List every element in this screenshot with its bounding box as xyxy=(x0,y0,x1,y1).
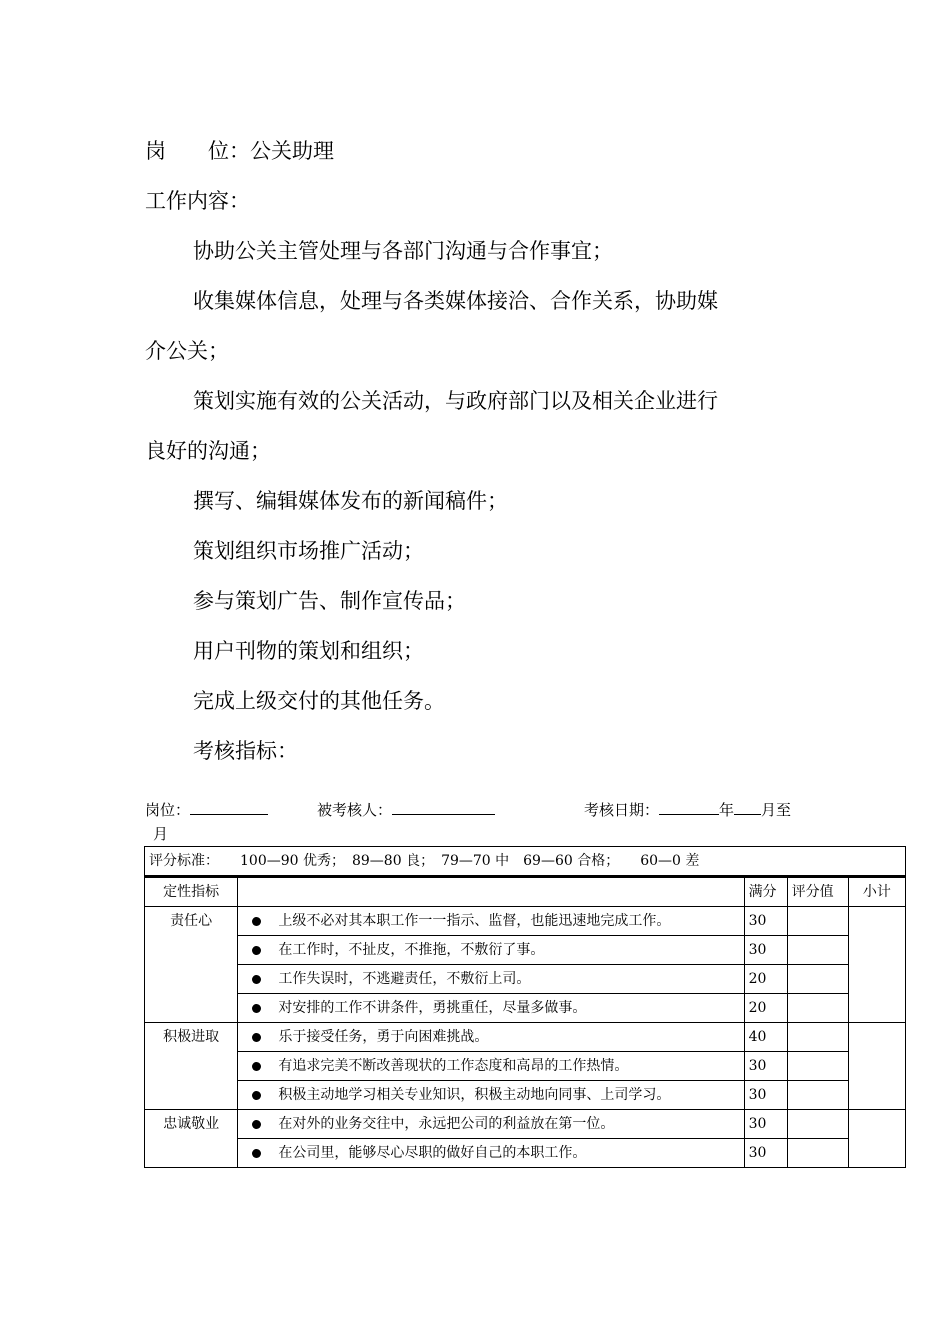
standard-row xyxy=(145,847,906,877)
full-score: 30 xyxy=(744,907,787,936)
score-input-cell[interactable] xyxy=(787,1081,848,1110)
category-cell: 忠诚敬业 xyxy=(145,1110,238,1168)
post-label-a: 岗 xyxy=(145,139,166,163)
criterion-text: 乐于接受任务，勇于向困难挑战。 xyxy=(274,1023,744,1052)
form-post-label: 岗位： xyxy=(145,801,191,819)
bullet-icon xyxy=(252,1120,261,1129)
duty-line: 撰写、编辑媒体发布的新闻稿件； xyxy=(193,489,508,513)
bullet-icon xyxy=(252,1004,261,1013)
examinee-blank xyxy=(392,800,495,815)
month-to-label: 月至 xyxy=(761,801,792,819)
bullet-icon xyxy=(252,975,261,984)
duty-line-continued: 介公关； xyxy=(145,339,229,363)
bullet-cell xyxy=(238,1139,275,1168)
date-month-blank xyxy=(734,800,761,815)
header-score: 评分值 xyxy=(787,877,848,907)
score-input-cell[interactable] xyxy=(787,1023,848,1052)
score-input-cell[interactable] xyxy=(787,907,848,936)
full-score: 30 xyxy=(744,1139,787,1168)
bullet-cell xyxy=(238,1052,275,1081)
criterion-text: 对安排的工作不讲条件，勇挑重任，尽量多做事。 xyxy=(274,994,744,1023)
form-post-field xyxy=(145,800,268,820)
table-row xyxy=(145,1052,906,1081)
subtotal-cell[interactable] xyxy=(848,1023,905,1110)
criterion-text: 工作失误时，不逃避责任，不敷衍上司。 xyxy=(274,965,744,994)
bullet-icon xyxy=(252,1091,261,1100)
criterion-text: 在工作时，不扯皮，不推拖，不敷衍了事。 xyxy=(274,936,744,965)
bullet-icon xyxy=(252,1149,261,1158)
form-date-label: 考核日期： xyxy=(584,801,660,819)
duty-line: 协助公关主管处理与各部门沟通与合作事宜； xyxy=(193,239,613,263)
criterion-text: 积极主动地学习相关专业知识，积极主动地向同事、上司学习。 xyxy=(274,1081,744,1110)
header-blank xyxy=(274,877,744,907)
full-score: 30 xyxy=(744,1052,787,1081)
form-examinee-label: 被考核人： xyxy=(317,801,393,819)
criterion-text: 有追求完美不断改善现状的工作态度和高昂的工作热情。 xyxy=(274,1052,744,1081)
table-row xyxy=(145,965,906,994)
post-blank xyxy=(190,800,268,815)
post-label-b: 位：公关助理 xyxy=(208,139,334,163)
bullet-cell xyxy=(238,1081,275,1110)
table-row xyxy=(145,994,906,1023)
month-label: 月 xyxy=(153,825,169,843)
score-table xyxy=(144,846,906,1168)
duty-line: 完成上级交付的其他任务。 xyxy=(193,689,445,713)
header-subtotal: 小计 xyxy=(848,877,905,907)
criterion-text: 在对外的业务交往中，永远把公司的利益放在第一位。 xyxy=(274,1110,744,1139)
table-row xyxy=(145,907,906,936)
score-input-cell[interactable] xyxy=(787,936,848,965)
bullet-cell xyxy=(238,965,275,994)
year-label: 年 xyxy=(719,801,735,819)
header-category: 定性指标 xyxy=(145,877,238,907)
score-input-cell[interactable] xyxy=(787,1052,848,1081)
subtotal-cell[interactable] xyxy=(848,1110,905,1168)
bullet-icon xyxy=(252,946,261,955)
full-score: 30 xyxy=(744,1081,787,1110)
bullet-cell xyxy=(238,936,275,965)
duty-line-continued: 良好的沟通； xyxy=(145,439,271,463)
criterion-text: 上级不必对其本职工作一一指示、监督，也能迅速地完成工作。 xyxy=(274,907,744,936)
table-row xyxy=(145,1139,906,1168)
duty-line: 收集媒体信息，处理与各类媒体接洽、合作关系，协助媒 xyxy=(193,289,718,313)
post-title xyxy=(145,138,334,164)
duty-line: 用户刊物的策划和组织； xyxy=(193,639,424,663)
date-year-blank xyxy=(659,800,719,815)
header-row xyxy=(145,877,906,907)
form-date-field xyxy=(584,800,791,820)
bullet-cell xyxy=(238,1023,275,1052)
duty-line: 策划组织市场推广活动； xyxy=(193,539,424,563)
scoring-standard: 评分标准： 100—90 优秀； 89—80 良； 79—70 中 69—60 合格； 60—0 差 xyxy=(145,847,906,877)
duty-line: 策划实施有效的公关活动，与政府部门以及相关企业进行 xyxy=(193,389,718,413)
table-row xyxy=(145,936,906,965)
category-cell: 积极进取 xyxy=(145,1023,238,1110)
table-row xyxy=(145,1081,906,1110)
score-input-cell[interactable] xyxy=(787,994,848,1023)
bullet-icon xyxy=(252,1062,261,1071)
criterion-text: 在公司里，能够尽心尽职的做好自己的本职工作。 xyxy=(274,1139,744,1168)
duty-line: 参与策划广告、制作宣传品； xyxy=(193,589,466,613)
full-score: 40 xyxy=(744,1023,787,1052)
bullet-icon xyxy=(252,917,261,926)
form-examinee-field xyxy=(317,800,495,820)
bullet-cell xyxy=(238,1110,275,1139)
table-row xyxy=(145,1110,906,1139)
score-input-cell[interactable] xyxy=(787,1139,848,1168)
bullet-cell xyxy=(238,994,275,1023)
category-cell: 责任心 xyxy=(145,907,238,1023)
score-input-cell[interactable] xyxy=(787,1110,848,1139)
full-score: 20 xyxy=(744,994,787,1023)
header-blank xyxy=(238,877,275,907)
score-input-cell[interactable] xyxy=(787,965,848,994)
subtotal-cell[interactable] xyxy=(848,907,905,1023)
header-full: 满分 xyxy=(744,877,787,907)
full-score: 30 xyxy=(744,1110,787,1139)
table-row xyxy=(145,1023,906,1052)
full-score: 20 xyxy=(744,965,787,994)
bullet-cell xyxy=(238,907,275,936)
full-score: 30 xyxy=(744,936,787,965)
assessment-label: 考核指标： xyxy=(193,739,298,763)
bullet-icon xyxy=(252,1033,261,1042)
work-content-label: 工作内容： xyxy=(145,189,250,213)
